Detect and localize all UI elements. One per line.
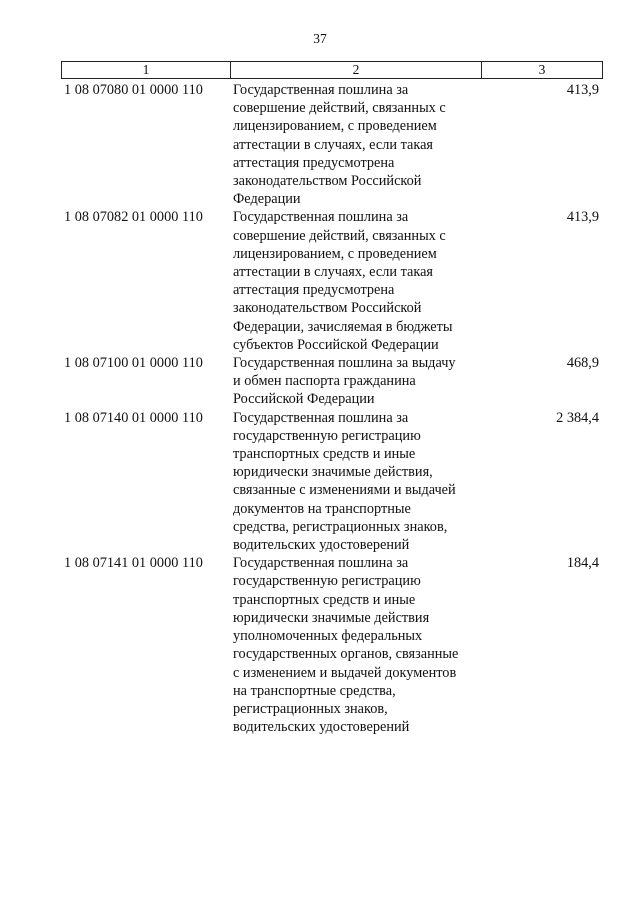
table-row [61, 208, 603, 354]
budget-table [61, 61, 603, 736]
description-line: государственных органов, связанные [233, 646, 459, 663]
description-line: транспортных средств и иные [233, 591, 416, 608]
table-body [61, 79, 603, 736]
table-row [61, 554, 603, 736]
description-line: субъектов Российской Федерации [233, 336, 439, 353]
description-line: на транспортные средства, [233, 682, 396, 699]
description-line: транспортных средств и иные [233, 446, 416, 463]
amount: 413,9 [566, 82, 599, 98]
revenue-description [233, 208, 481, 354]
description-line: и обмен паспорта гражданина [233, 373, 416, 390]
description-line: водительских удостоверений [233, 537, 410, 554]
revenue-description [233, 409, 481, 555]
description-line: документов на транспортные [233, 500, 411, 517]
description-line: лицензированием, с проведением [233, 245, 437, 262]
budget-classification-code: 1 08 07082 01 0000 110 [64, 209, 203, 226]
description-line: юридически значимые действия, [233, 464, 433, 481]
description-line: аттестация предусмотрена [233, 282, 395, 299]
description-line: аттестации в случаях, если такая [233, 136, 434, 153]
description-line: Государственная пошлина за [233, 209, 409, 226]
description-line: государственную регистрацию [233, 427, 421, 444]
description-line: законодательством Российской [233, 173, 422, 190]
budget-classification-code: 1 08 07140 01 0000 110 [64, 409, 203, 426]
description-line: совершение действий, связанных с [233, 227, 446, 244]
description-line: водительских удостоверений [233, 719, 410, 736]
budget-classification-code: 1 08 07100 01 0000 110 [64, 355, 203, 372]
description-line: средства, регистрационных знаков, [233, 518, 448, 535]
description-line: аттестация предусмотрена [233, 154, 395, 171]
revenue-description [233, 81, 481, 208]
amount: 184,4 [566, 555, 599, 572]
column-header-3: 3 [538, 62, 546, 77]
description-line: лицензированием, с проведением [233, 118, 437, 135]
description-line: законодательством Российской [233, 300, 422, 317]
description-line: с изменением и выдачей документов [233, 664, 457, 681]
description-line: Государственная пошлина за [233, 555, 409, 572]
description-line: регистрационных знаков, [233, 700, 388, 717]
budget-classification-code: 1 08 07080 01 0000 110 [64, 82, 203, 98]
description-line: Федерации, зачисляемая в бюджеты [233, 318, 453, 335]
description-line: государственную регистрацию [233, 573, 421, 590]
budget-classification-code: 1 08 07141 01 0000 110 [64, 555, 203, 572]
amount: 2 384,4 [556, 409, 599, 426]
table-row [61, 354, 603, 409]
amount: 413,9 [566, 209, 599, 226]
description-line: юридически значимые действия [233, 609, 430, 626]
description-line: совершение действий, связанных с [233, 100, 446, 117]
description-line: Государственная пошлина за [233, 409, 409, 426]
table-row [61, 409, 603, 555]
description-line: Государственная пошлина за [233, 82, 409, 98]
column-header-1: 1 [142, 62, 150, 77]
description-line: Российской Федерации [233, 391, 375, 408]
amount: 468,9 [566, 355, 599, 372]
page-number: 37 [313, 31, 327, 46]
description-line: аттестации в случаях, если такая [233, 264, 434, 281]
revenue-description [233, 554, 481, 736]
table-row [61, 81, 603, 208]
description-line: Государственная пошлина за выдачу [233, 355, 456, 372]
description-line: уполномоченных федеральных [233, 628, 423, 645]
column-header-2: 2 [230, 62, 482, 78]
revenue-description [233, 354, 481, 409]
table-header-row [61, 61, 603, 79]
description-line: Федерации [233, 191, 301, 208]
description-line: связанные с изменениями и выдачей [233, 482, 456, 499]
